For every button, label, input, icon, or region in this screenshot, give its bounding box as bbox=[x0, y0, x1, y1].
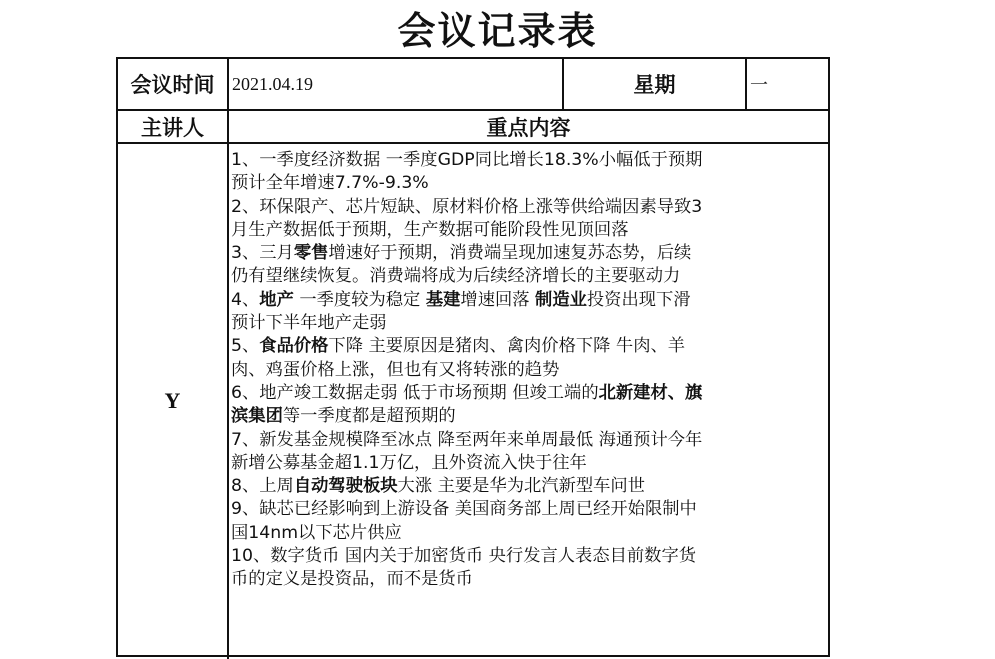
content-line bbox=[231, 568, 831, 591]
content-text: 月生产数据低于预期，生产数据可能阶段性见顶回落 bbox=[231, 219, 629, 240]
key-content-label: 重点内容 bbox=[486, 115, 571, 140]
content-line bbox=[231, 149, 831, 172]
content-line bbox=[231, 475, 831, 498]
content-line bbox=[231, 265, 831, 288]
content-text: 预计下半年地产走弱 bbox=[231, 313, 387, 334]
content-line bbox=[231, 498, 831, 521]
emphasized-text: 北新建材、旗 bbox=[598, 382, 703, 403]
content-line bbox=[231, 429, 831, 452]
content-text: 3、三月 bbox=[231, 243, 294, 264]
content-line bbox=[231, 219, 831, 242]
content-text: 2、环保限产、芯片短缺、原材料价格上涨等供给端因素导致3 bbox=[231, 196, 703, 217]
emphasized-text: 食品价格 bbox=[259, 336, 329, 357]
content-line bbox=[231, 172, 831, 195]
emphasized-text: 制造业 bbox=[535, 289, 587, 310]
emphasized-text: 自动驾驶板块 bbox=[293, 476, 398, 497]
content-text: 预计全年增速7.7%-9.3% bbox=[231, 173, 429, 194]
key-content-text bbox=[229, 149, 831, 592]
emphasized-text: 基建 bbox=[425, 289, 461, 310]
content-text: 6、地产竣工数据走弱 低于市场预期 但竣工端的 bbox=[231, 382, 599, 403]
page-title: 会议记录表 bbox=[397, 9, 598, 53]
content-text: 一季度较为稳定 bbox=[293, 289, 426, 310]
content-text: 投资出现下滑 bbox=[586, 289, 691, 310]
emphasized-text: 地产 bbox=[259, 289, 294, 310]
content-line bbox=[231, 522, 831, 545]
content-line bbox=[231, 452, 831, 475]
content-text: 仍有望继续恢复。消费端将成为后续经济增长的主要驱动力 bbox=[231, 266, 681, 287]
content-text: 9、缺芯已经影响到上游设备 美国商务部上周已经开始限制中 bbox=[231, 499, 697, 520]
content-line bbox=[231, 196, 831, 219]
speaker-label: 主讲人 bbox=[141, 115, 204, 140]
meeting-record-table bbox=[116, 57, 830, 657]
content-line bbox=[231, 359, 831, 382]
emphasized-text: 零售 bbox=[293, 243, 329, 264]
meeting-time-label: 会议时间 bbox=[130, 73, 215, 97]
weekday-value: 一 bbox=[750, 75, 768, 95]
content-text: 7、新发基金规模降至冰点 降至两年来单周最低 海通预计今年 bbox=[231, 429, 703, 450]
meeting-time-value: 2021.04.19 bbox=[232, 73, 313, 94]
content-line bbox=[231, 405, 831, 428]
content-line bbox=[231, 335, 831, 358]
content-text: 国14nm以下芯片供应 bbox=[231, 522, 402, 543]
content-text: 肉、鸡蛋价格上涨，但也有又将转涨的趋势 bbox=[231, 359, 560, 380]
content-text: 8、上周 bbox=[231, 476, 294, 497]
content-text: 币的定义是投资品，而不是货币 bbox=[231, 569, 473, 590]
content-text: 下降 主要原因是猪肉、禽肉价格下降 牛肉、羊 bbox=[328, 336, 686, 357]
content-text: 等一季度都是超预期的 bbox=[282, 406, 456, 427]
content-text: 增速回落 bbox=[460, 289, 536, 310]
content-text: 1、一季度经济数据 一季度GDP同比增长18.3%小幅低于预期 bbox=[231, 150, 703, 170]
content-text: 4、 bbox=[231, 289, 260, 310]
speaker-value: Y bbox=[164, 388, 181, 413]
content-line bbox=[231, 312, 831, 335]
content-line bbox=[231, 289, 831, 312]
content-text: 10、数字货币 国内关于加密货币 央行发言人表态目前数字货 bbox=[231, 546, 697, 567]
emphasized-text: 滨集团 bbox=[231, 406, 283, 427]
content-text: 大涨 主要是华为北汽新型车问世 bbox=[397, 476, 645, 497]
content-text: 新增公募基金超1.1万亿，且外资流入快于往年 bbox=[231, 452, 587, 473]
content-text: 增速好于预期，消费端呈现加速复苏态势，后续 bbox=[328, 243, 692, 264]
content-line bbox=[231, 242, 831, 265]
content-line bbox=[231, 545, 831, 568]
weekday-label: 星期 bbox=[633, 73, 676, 97]
content-text: 5、 bbox=[231, 336, 260, 357]
content-line bbox=[231, 382, 831, 405]
